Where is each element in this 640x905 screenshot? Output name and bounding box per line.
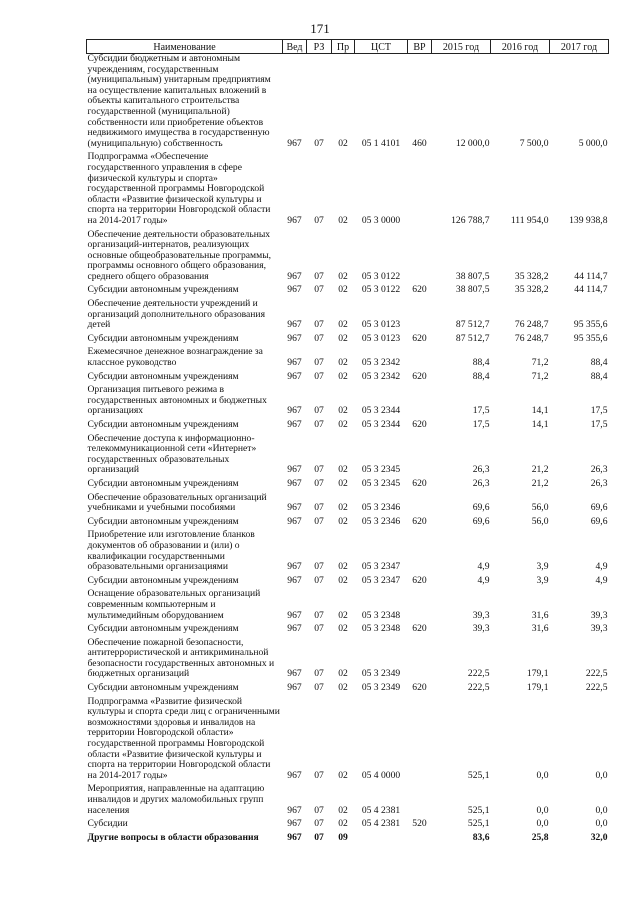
- cell-2016: 56,0: [531, 515, 549, 527]
- cell-ved: 967: [287, 419, 302, 430]
- table-row: [87, 149, 609, 226]
- cell-2016: 21,2: [531, 464, 549, 476]
- cell-name: Субсидии автономным учреждениям: [87, 623, 239, 635]
- cell-2017: 88,4: [590, 357, 608, 369]
- table-row: [87, 621, 609, 635]
- cell-2015: 83,6: [472, 831, 490, 843]
- table-row: [87, 635, 609, 680]
- cell-vr: [408, 490, 432, 514]
- cell-2017: 17,5: [590, 419, 608, 430]
- cell-vr: [408, 527, 432, 572]
- table-row: [87, 816, 609, 830]
- cell-cst: 05 4 2381: [361, 804, 401, 816]
- cell-2015: 222,5: [467, 682, 490, 694]
- cell-2017: 39,3: [590, 623, 608, 635]
- cell-2016: 25,8: [531, 831, 549, 843]
- cell-name: Подпрограмма «Развитие физической культуры и спорта среди лиц с ограниченными возможностями здоровья и инвалидов на территории Новгородской области» государственной программы Новгородской области «Развитие физической культуры и спорта на территории Новгородской области на 2014-2017 годы»: [87, 695, 280, 781]
- cell-vr: 620: [412, 515, 427, 527]
- cell-ved: 967: [287, 332, 302, 344]
- cell-ved: 967: [287, 464, 302, 476]
- cell-vr: 460: [412, 137, 427, 149]
- cell-pr: 02: [338, 464, 348, 476]
- cell-vr: [408, 635, 432, 680]
- cell-vr: [408, 227, 432, 283]
- cell-2015: 38 807,5: [455, 284, 490, 296]
- cell-2017: 95 355,6: [573, 332, 608, 344]
- cell-name: Субсидии автономным учреждениям: [87, 370, 239, 382]
- cell-cst: [355, 830, 408, 844]
- cell-2015: 38 807,5: [455, 270, 490, 282]
- cell-2015: 87 512,7: [455, 332, 490, 344]
- cell-cst: 05 3 0000: [361, 214, 401, 226]
- cell-rz: 07: [314, 284, 324, 296]
- cell-2017: 44 114,7: [574, 270, 608, 282]
- cell-2016: 111 954,0: [510, 214, 549, 226]
- cell-rz: 07: [314, 405, 324, 417]
- cell-cst: 05 3 2345: [361, 477, 401, 489]
- cell-2017: 0,0: [595, 804, 608, 816]
- cell-cst: 05 3 2344: [361, 405, 401, 417]
- cell-vr: [408, 694, 432, 782]
- cell-vr: [408, 586, 432, 621]
- cell-2016: 0,0: [536, 804, 549, 816]
- cell-vr: [408, 382, 432, 417]
- cell-2015: 525,1: [467, 818, 490, 830]
- cell-name: Субсидии бюджетным и автономным учреждениям, государственным (муниципальным) унитарным предприятиям на осуществление капитальных вложений в объекты капитального строительства государственной (муниципальной) собственности или приобретение объектов недвижимого имущества в государственную (муниципальную) собственность: [87, 53, 271, 149]
- cell-pr: 02: [338, 769, 348, 781]
- table-row: [87, 573, 609, 587]
- cell-vr: 620: [412, 419, 427, 430]
- col-header-cst: ЦСТ: [355, 40, 408, 54]
- cell-2017: 26,3: [590, 464, 608, 476]
- table-row: [87, 431, 609, 476]
- table-row: [87, 694, 609, 782]
- cell-pr: 02: [338, 515, 348, 527]
- table-row: [87, 830, 609, 844]
- cell-rz: 07: [314, 319, 324, 331]
- cell-rz: 07: [314, 370, 324, 382]
- table-row: [87, 282, 609, 296]
- cell-pr: 02: [338, 270, 348, 282]
- col-header-2017: 2017 год: [550, 40, 609, 54]
- cell-rz: 07: [314, 769, 324, 781]
- cell-cst: 05 1 4101: [361, 137, 401, 149]
- cell-2017: 4,9: [595, 561, 608, 573]
- cell-2017: 69,6: [590, 502, 608, 514]
- cell-pr: 09: [338, 831, 348, 843]
- cell-name: Другие вопросы в области образования: [87, 831, 259, 843]
- cell-2016: 0,0: [536, 769, 549, 781]
- cell-cst: 05 4 2381: [361, 818, 401, 830]
- cell-pr: 02: [338, 477, 348, 489]
- cell-ved: 967: [287, 623, 302, 635]
- cell-name: Обеспечение доступа к информационно-телекоммуникационной сети «Интернет» государственных образовательных организаций: [87, 432, 257, 476]
- cell-rz: 07: [314, 831, 324, 843]
- cell-cst: 05 3 2342: [361, 370, 401, 382]
- cell-name: Субсидии автономным учреждениям: [87, 682, 239, 694]
- cell-rz: 07: [314, 804, 324, 816]
- cell-2017: 39,3: [590, 609, 608, 621]
- cell-ved: 967: [287, 515, 302, 527]
- cell-ved: 967: [287, 574, 302, 586]
- col-header-pr: Пр: [332, 40, 355, 54]
- page-number: 171: [310, 21, 330, 36]
- col-header-name: Наименование: [87, 40, 283, 54]
- cell-ved: 967: [287, 682, 302, 694]
- cell-cst: 05 3 2349: [361, 668, 401, 680]
- cell-2017: 17,5: [590, 405, 608, 417]
- cell-2015: 222,5: [467, 668, 490, 680]
- cell-cst: 05 3 2346: [361, 502, 401, 514]
- cell-vr: [408, 781, 432, 816]
- cell-2015: 4,9: [477, 574, 490, 586]
- cell-rz: 07: [314, 477, 324, 489]
- cell-name: Мероприятия, направленные на адаптацию инвалидов и других маломобильных групп населения: [87, 783, 265, 816]
- cell-2017: 5 000,0: [578, 137, 608, 149]
- table-row: [87, 586, 609, 621]
- cell-cst: 05 3 2349: [361, 682, 401, 694]
- cell-ved: 967: [287, 668, 302, 680]
- cell-2017: 222,5: [585, 682, 608, 694]
- cell-rz: 07: [314, 623, 324, 635]
- col-header-2016: 2016 год: [491, 40, 550, 54]
- cell-2016: 35 328,2: [514, 270, 549, 282]
- cell-vr: 620: [412, 370, 427, 382]
- table-row: [87, 331, 609, 345]
- cell-2015: 88,4: [472, 357, 490, 369]
- table-row: [87, 417, 609, 431]
- cell-ved: 967: [287, 502, 302, 514]
- cell-2015: 17,5: [472, 405, 490, 417]
- cell-name: Субсидии автономным учреждениям: [87, 477, 239, 489]
- cell-ved: 967: [287, 357, 302, 369]
- table-row: [87, 476, 609, 490]
- cell-2017: 32,0: [590, 831, 608, 843]
- table-row: [87, 527, 609, 572]
- cell-rz: 07: [314, 515, 324, 527]
- cell-2016: 56,0: [531, 502, 549, 514]
- cell-name: Субсидии автономным учреждениям: [87, 419, 239, 430]
- cell-name: Подпрограмма «Обеспечение государственного управления в сфере физической культуры и спорта» государственной программы Новгородской области «Развитие физической культуры и спорта на территории Новгородской области на 2014-2017 годы»: [87, 151, 271, 226]
- cell-ved: 967: [287, 609, 302, 621]
- cell-2016: 3,9: [536, 574, 549, 586]
- cell-2017: 88,4: [590, 370, 608, 382]
- cell-vr: 620: [412, 477, 427, 489]
- cell-2017: 0,0: [595, 769, 608, 781]
- cell-2015: 4,9: [477, 561, 490, 573]
- cell-pr: 02: [338, 137, 348, 149]
- cell-cst: 05 3 2348: [361, 609, 401, 621]
- cell-pr: 02: [338, 370, 348, 382]
- cell-cst: 05 3 2347: [361, 561, 401, 573]
- cell-name: Субсидии автономным учреждениям: [87, 332, 239, 344]
- cell-ved: 967: [287, 477, 302, 489]
- table-row: [87, 296, 609, 331]
- cell-pr: 02: [338, 574, 348, 586]
- cell-pr: 02: [338, 561, 348, 573]
- table-row: [87, 680, 609, 694]
- cell-rz: 07: [314, 137, 324, 149]
- cell-rz: 07: [314, 668, 324, 680]
- cell-2017: 0,0: [595, 818, 608, 830]
- cell-pr: 02: [338, 623, 348, 635]
- cell-rz: 07: [314, 419, 324, 430]
- cell-vr: 620: [412, 623, 427, 635]
- cell-pr: 02: [338, 818, 348, 830]
- cell-rz: 07: [314, 332, 324, 344]
- table-row: [87, 781, 609, 816]
- cell-pr: 02: [338, 668, 348, 680]
- cell-2015: 126 788,7: [451, 214, 490, 226]
- cell-pr: 02: [338, 419, 348, 430]
- cell-2016: 14,1: [531, 405, 549, 417]
- cell-name: Обеспечение деятельности учреждений и организаций дополнительного образования детей: [87, 298, 265, 331]
- cell-rz: 07: [314, 502, 324, 514]
- cell-pr: 02: [338, 284, 348, 296]
- cell-rz: 07: [314, 214, 324, 226]
- cell-rz: 07: [314, 682, 324, 694]
- col-header-2015: 2015 год: [432, 40, 491, 54]
- cell-cst: 05 3 0122: [361, 284, 401, 296]
- cell-vr: 620: [412, 284, 427, 296]
- cell-pr: 02: [338, 682, 348, 694]
- cell-name: Субсидии автономным учреждениям: [87, 574, 239, 586]
- cell-rz: 07: [314, 609, 324, 621]
- cell-name: Субсидии автономным учреждениям: [87, 515, 239, 527]
- cell-pr: 02: [338, 804, 348, 816]
- cell-ved: 967: [287, 370, 302, 382]
- cell-ved: 967: [287, 804, 302, 816]
- cell-cst: 05 4 0000: [361, 769, 401, 781]
- cell-name: Обеспечение пожарной безопасности, антитеррористической и антикриминальной безопасности государственных автономных и бюджетных организаций: [87, 636, 275, 680]
- cell-pr: 02: [338, 319, 348, 331]
- cell-rz: 07: [314, 270, 324, 282]
- cell-rz: 07: [314, 574, 324, 586]
- cell-pr: 02: [338, 405, 348, 417]
- cell-vr: [408, 431, 432, 476]
- cell-rz: 07: [314, 464, 324, 476]
- cell-cst: 05 3 0123: [361, 332, 401, 344]
- cell-2017: 4,9: [595, 574, 608, 586]
- cell-pr: 02: [338, 332, 348, 344]
- table-body: [87, 54, 609, 844]
- cell-2015: 26,3: [472, 464, 490, 476]
- cell-rz: 07: [314, 561, 324, 573]
- cell-cst: 05 3 0122: [361, 270, 401, 282]
- table-row: [87, 344, 609, 368]
- cell-2016: 31,6: [531, 609, 549, 621]
- cell-2016: 179,1: [526, 682, 549, 694]
- cell-name: Обеспечение образовательных организаций учебниками и учебными пособиями: [87, 491, 267, 514]
- cell-2016: 71,2: [531, 370, 549, 382]
- cell-2016: 71,2: [531, 357, 549, 369]
- cell-ved: 967: [287, 769, 302, 781]
- cell-vr: 620: [412, 332, 427, 344]
- cell-2016: 3,9: [536, 561, 549, 573]
- cell-2016: 7 500,0: [519, 137, 549, 149]
- cell-2017: 139 938,8: [569, 214, 608, 226]
- cell-2017: 26,3: [590, 477, 608, 489]
- cell-ved: 967: [287, 284, 302, 296]
- table-row: [87, 54, 609, 150]
- cell-name: Оснащение образовательных организаций современным компьютерным и мультимедийным оборудованием: [87, 588, 261, 621]
- cell-2015: 87 512,7: [455, 319, 490, 331]
- cell-cst: 05 3 2347: [361, 574, 401, 586]
- cell-ved: 967: [287, 561, 302, 573]
- cell-2016: 21,2: [531, 477, 549, 489]
- cell-2015: 525,1: [467, 804, 490, 816]
- table-row: [87, 227, 609, 283]
- cell-ved: 967: [287, 818, 302, 830]
- cell-2017: 69,6: [590, 515, 608, 527]
- cell-2015: 525,1: [467, 769, 490, 781]
- cell-2016: 76 248,7: [514, 332, 549, 344]
- col-header-vr: ВР: [408, 40, 432, 54]
- col-header-ved: Вед: [283, 40, 307, 54]
- cell-name: Субсидии автономным учреждениям: [87, 284, 239, 296]
- cell-2017: 44 114,7: [574, 284, 608, 296]
- cell-2015: 88,4: [472, 370, 490, 382]
- cell-ved: 967: [287, 270, 302, 282]
- cell-2017: 95 355,6: [573, 319, 608, 331]
- cell-ved: 967: [287, 214, 302, 226]
- cell-pr: 02: [338, 502, 348, 514]
- cell-ved: 967: [287, 831, 302, 843]
- cell-vr: 620: [412, 574, 427, 586]
- col-header-rz: РЗ: [307, 40, 332, 54]
- cell-vr: 520: [412, 818, 427, 830]
- cell-cst: 05 3 2344: [361, 419, 401, 430]
- cell-ved: 967: [287, 319, 302, 331]
- cell-cst: 05 3 2345: [361, 464, 401, 476]
- cell-rz: 07: [314, 818, 324, 830]
- cell-name: Субсидии: [87, 818, 128, 830]
- table-row: [87, 514, 609, 528]
- cell-vr: 620: [412, 682, 427, 694]
- cell-cst: 05 3 0123: [361, 319, 401, 331]
- cell-2015: 39,3: [472, 609, 490, 621]
- table-row: [87, 382, 609, 417]
- cell-2016: 76 248,7: [514, 319, 549, 331]
- cell-vr: [408, 830, 432, 844]
- cell-ved: 967: [287, 137, 302, 149]
- cell-name: Ежемесячное денежное вознаграждение за классное руководство: [87, 346, 263, 369]
- cell-rz: 07: [314, 357, 324, 369]
- cell-pr: 02: [338, 357, 348, 369]
- table-header-row: [87, 40, 609, 54]
- cell-2016: 179,1: [526, 668, 549, 680]
- cell-2015: 12 000,0: [455, 137, 490, 149]
- cell-cst: 05 3 2346: [361, 515, 401, 527]
- cell-cst: 05 3 2342: [361, 357, 401, 369]
- cell-name: Обеспечение деятельности образовательных организаций-интернатов, реализующих основные общеобразовательные программы, программы основного общего образования, среднего общего образования: [87, 228, 272, 282]
- budget-table: [86, 39, 609, 843]
- cell-2016: 35 328,2: [514, 284, 549, 296]
- cell-ved: 967: [287, 405, 302, 417]
- cell-2015: 39,3: [472, 623, 490, 635]
- cell-vr: [408, 149, 432, 226]
- cell-2015: 69,6: [472, 502, 490, 514]
- cell-2015: 17,5: [472, 419, 490, 430]
- cell-name: Организация питьевого режима в государственных автономных и бюджетных организациях: [87, 384, 267, 417]
- cell-2015: 26,3: [472, 477, 490, 489]
- cell-name: Приобретение или изготовление бланков документов об образовании и (или) о квалификации государственными образовательными организациями: [87, 529, 255, 573]
- cell-pr: 02: [338, 609, 348, 621]
- cell-2017: 222,5: [585, 668, 608, 680]
- cell-2015: 69,6: [472, 515, 490, 527]
- cell-2016: 14,1: [531, 419, 549, 430]
- cell-pr: 02: [338, 214, 348, 226]
- cell-2016: 0,0: [536, 818, 549, 830]
- table-row: [87, 369, 609, 383]
- cell-cst: 05 3 2348: [361, 623, 401, 635]
- cell-vr: [408, 344, 432, 368]
- cell-2016: 31,6: [531, 623, 549, 635]
- cell-vr: [408, 296, 432, 331]
- table-row: [87, 490, 609, 514]
